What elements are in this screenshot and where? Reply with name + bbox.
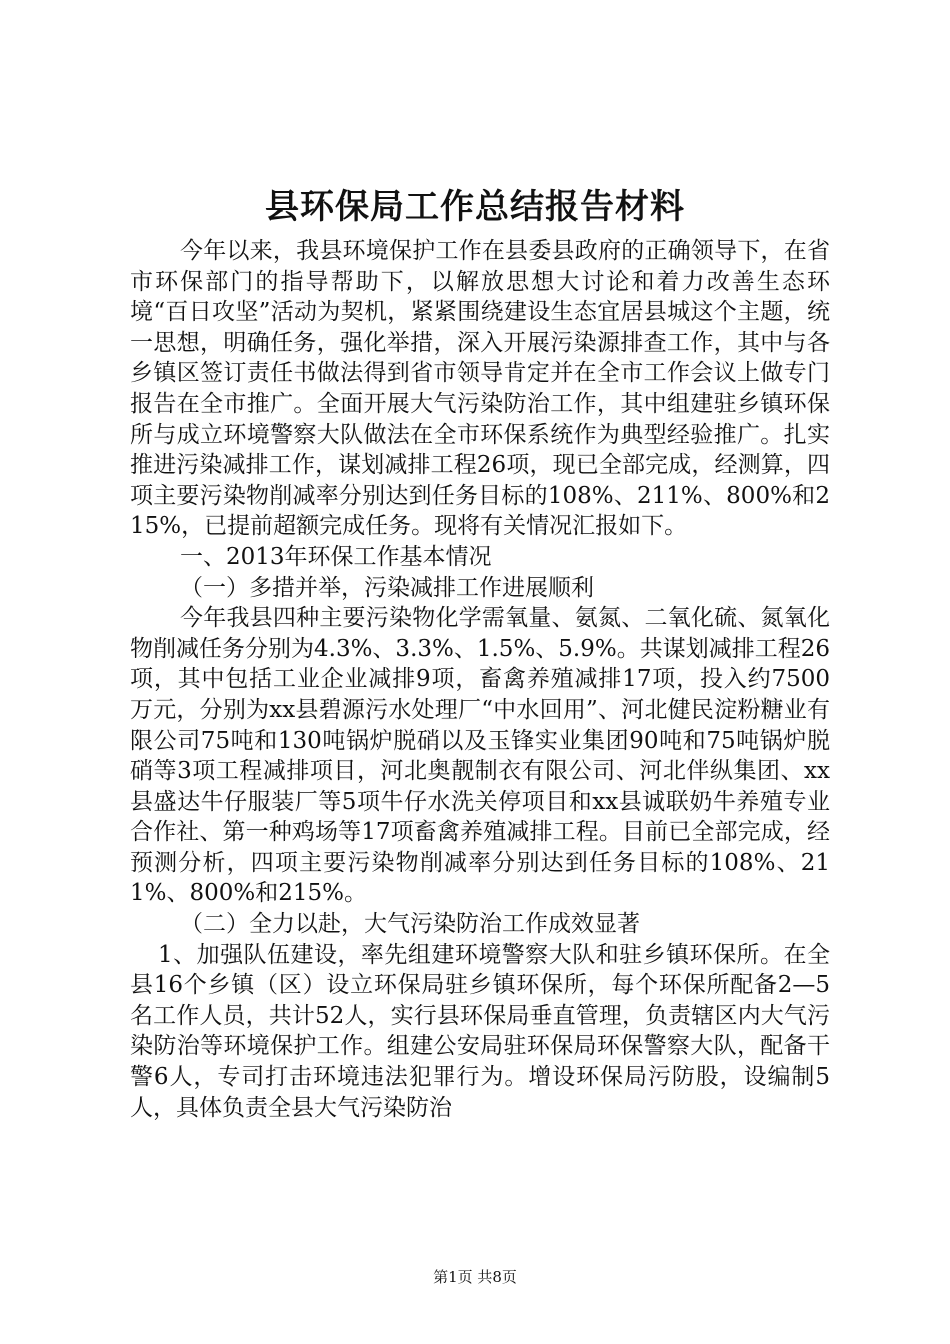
document-body [130,236,830,1123]
page-footer: 第1页 共8页 [433,1268,517,1286]
subsection-heading: （二）全力以赴，大气污染防治工作成效显著 [180,911,640,938]
body-paragraph: 今年我县四种主要污染物化学需氧量、氨氮、二氧化硫、氮氧化物削减任务分别为4.3%、3.3%、1.5%、5.9%。共谋划减排工程26项，其中包括工业企业减排9项，畜禽养殖减排17项，投入约7500万元，分别为xx县碧源污水处理厂“中水回用”、河北健民淀粉糖业有限公司75吨和130吨锅炉脱硝以及玉锋实业集团90吨和75吨锅炉脱硝等3项工程减排项目，河北奥靓制衣有限公司、河北伴纵集团、xx县盛达牛仔服装厂等5项牛仔水洗关停项目和xx县诚联奶牛养殖专业合作社、第一种鸡场等17项畜禽养殖减排工程。目前已全部完成，经预测分析，四项主要污染物削减率分别达到任务目标的108%、211%、800%和215%。 [130,605,830,907]
document-title: 县环保局工作总结报告材料 [265,187,685,227]
body-paragraph: 1、加强队伍建设，率先组建环境警察大队和驻乡镇环保所。在全县16个乡镇（区）设立环保局驻乡镇环保所，每个环保所配备2—5名工作人员，共计52人，实行县环保局垂直管理，负责辖区内大气污染防治等环境保护工作。组建公安局驻环保局环保警察大队，配备干警6人，专司打击环境违法犯罪行为。增设环保局污防股，设编制5人，具体负责全县大气污染防治 [130,941,830,1121]
intro-paragraph: 今年以来，我县环境保护工作在县委县政府的正确领导下，在省市环保部门的指导帮助下，以解放思想大讨论和着力改善生态环境“百日攻坚”活动为契机，紧紧围绕建设生态宜居县城这个主题，统一思想，明确任务，强化举措，深入开展污染源排查工作，其中与各乡镇区签订责任书做法得到省市领导肯定并在全市工作会议上做专门报告在全市推广。全面开展大气污染防治工作，其中组建驻乡镇环保所与成立环境警察大队做法在全市环保系统作为典型经验推广。扎实推进污染减排工作，谋划减排工程26项，现已全部完成，经测算，四项主要污染物削减率分别达到任务目标的108%、211%、800%和215%，已提前超额完成任务。现将有关情况汇报如下。 [130,238,830,540]
section-heading: 一、2013年环保工作基本情况 [180,543,492,570]
subsection-heading: （一）多措并举，污染减排工作进展顺利 [180,574,594,601]
